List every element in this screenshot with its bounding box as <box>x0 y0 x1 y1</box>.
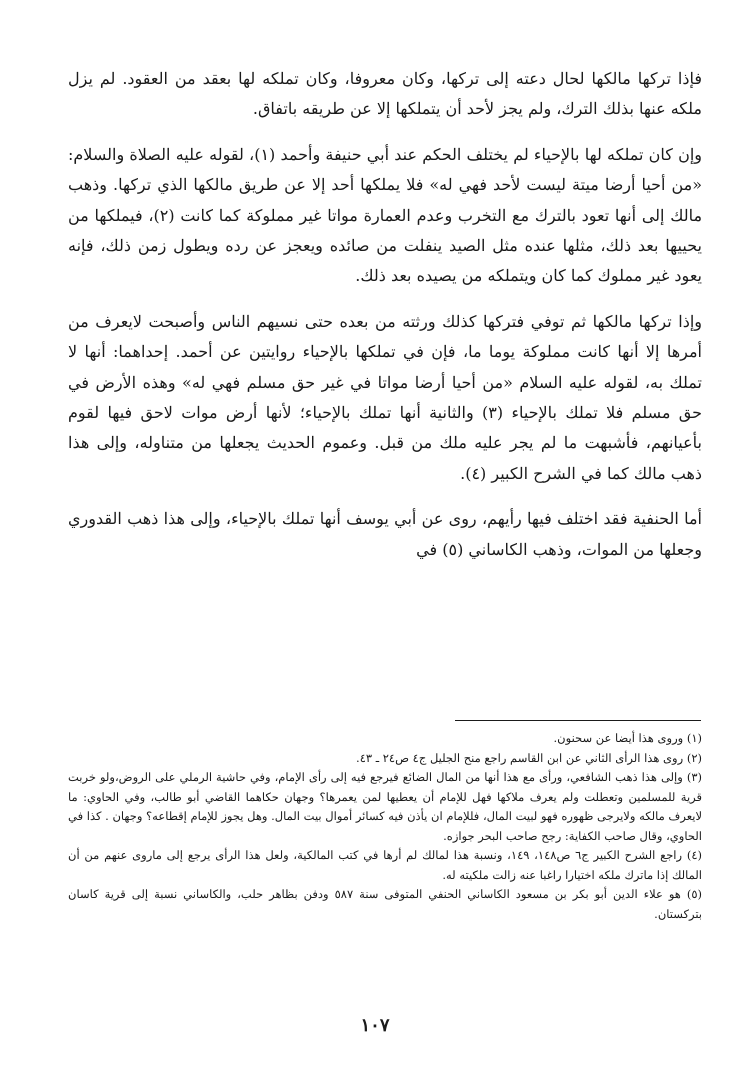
footnote-4: (٤) راجع الشرح الكبير ج٦ ص١٤٨، ١٤٩، ونسبة هذا لمالك لم أرها في كتب المالكية، ولعل هذا الرأى يرجع إلى ماروى عنهم من أن المالك إذا ماترك ملكه اختيارا راغبا عنه زالت ملكيته له. <box>68 848 702 882</box>
footnotes <box>68 729 702 924</box>
footnote-2: (٢) روى هذا الرأى الثاني عن ابن القاسم راجع منح الجليل ج٤ ص٢٤ ـ ٤٣. <box>356 750 702 765</box>
paragraph-4: أما الحنفية فقد اختلف فيها رأيهم، روى عن أبي يوسف أنها تملك بالإحياء، وإلى هذا ذهب القدوري وجعلها من الموات، وذهب الكاساني (٥) في <box>68 509 702 559</box>
paragraph-3: وإذا تركها مالكها ثم توفي فتركها كذلك ورثته من بعده حتى نسيهم الناس وأصبحت لايعرف من أمرها إلا أنها كانت مملوكة يوما ما، فإن في تملكها بالإحياء روايتين عن أحمد. إحداهما: أنها لا تملك به، لقوله عليه السلام «من أحيا أرضا مواتا في غير حق مسلم فهي له» وهذه الأرض في حق مسلم فلا تملك بالإحياء (٣) والثانية أنها تملك بالإحياء؛ لأنها أرض موات لاحق فيها لقوم بأعيانهم، فأشبهت ما لم يجر عليه ملك من قبل. وعموم الحديث يجعلها من متناوله، وإلى هذا ذهب مالك كما في الشرح الكبير (٤). <box>68 311 702 483</box>
footnote-divider <box>455 720 701 721</box>
footnote-1: (١) وروى هذا أيضا عن سحنون. <box>553 731 702 745</box>
paragraph-1: فإذا تركها مالكها لحال دعته إلى تركها، وكان معروفا، وكان تملكه لها بعقد من العقود. لم يزل ملكه عنها بذلك الترك، ولم يجز لأحد أن يتملكها إلا عن طريقه باتفاق. <box>68 69 702 119</box>
page-number: ١٠٧ <box>360 1015 390 1036</box>
paragraph-2: وإن كان تملكه لها بالإحياء لم يختلف الحكم عند أبي حنيفة وأحمد (١)، لقوله عليه الصلاة والسلام: «من أحيا أرضا ميتة ليست لأحد فهي له» فلا يملكها أحد إلا عن طريق مالكها الذي تركها. وذهب مالك إلى أنها تعود بالترك مع التخرب وعدم العمارة مواتا غير مملوكة كما كانت (٢)، فيملكها من يحييها بعد ذلك، مثلها عنده مثل الصيد ينفلت من صائده ويعجز عن رده ويطول زمن ذلك، فإنه يعود غير مملوك كما كان ويتملكه من يصيده بعد ذلك. <box>68 144 703 286</box>
footnote-3: (٣) وإلى هذا ذهب الشافعي، ورأى مع هذا أنها من المال الضائع فيرجع فيه إلى رأى الإمام، وفي حاشية الرملي على الروض،ولو خربت قرية للمسلمين وتعطلت ولم يعرف ملاكها فهل للإمام أن يعطيها لمن يعمرها؟ وجهان حكاهما القاضي أبو طالب، وفي الحاوي: ما لايعرف مالكه ولايرجى ظهوره فهو لبيت المال، فللإمام ان يأذن فيه كسائر أموال بيت المال. وهل يجوز للإمام إقطاعه؟ وجهان . كذا في الحاوي، وقال صاحب الكفاية: رجح صاحب البحر جوازه. <box>68 770 702 843</box>
main-text <box>68 64 702 580</box>
footnote-5: (٥) هو علاء الدين أبو بكر بن مسعود الكاساني الحنفي المتوفى سنة ٥٨٧ ودفن بظاهر حلب، والكاساني نسبة إلى قرية كاسان بتركستان. <box>68 887 703 921</box>
